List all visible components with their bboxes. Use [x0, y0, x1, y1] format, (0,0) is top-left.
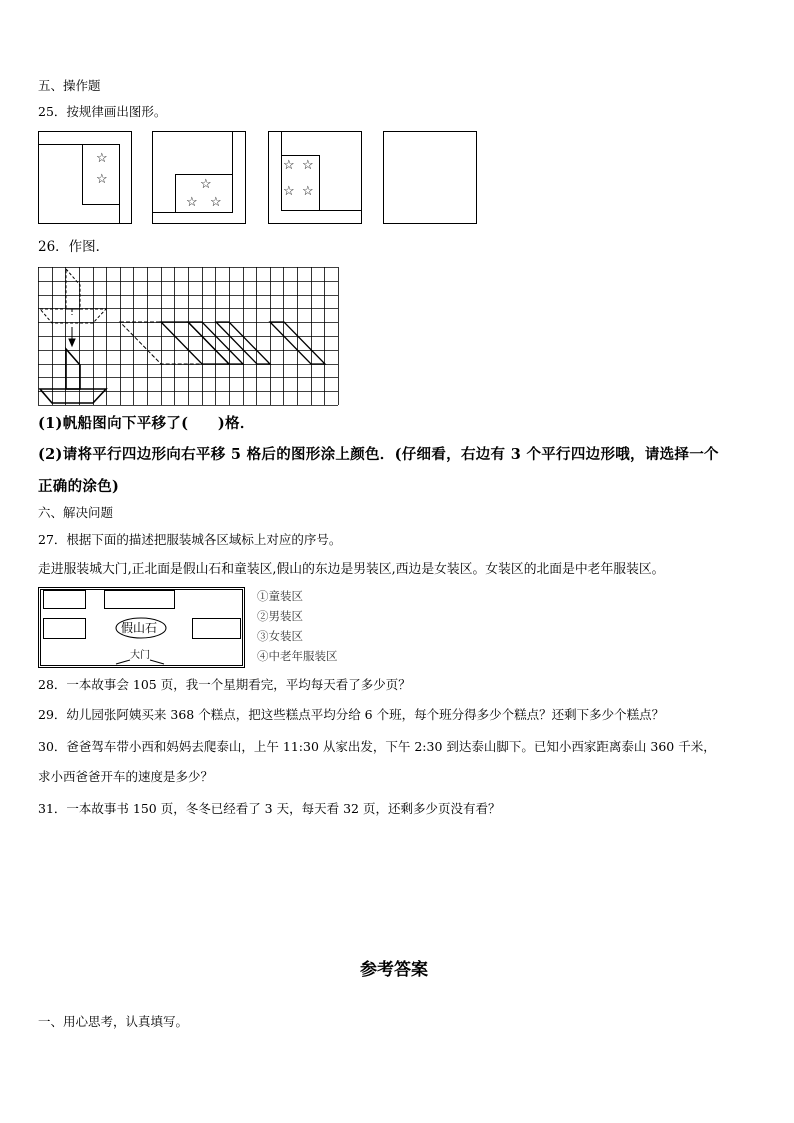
parallelograms: [161, 322, 325, 364]
question-26-part-2-line1: (2)请将平行四边形向右平移 5 格后的图形涂上颜色．(仔细看，右边有 3 个平行四边形哦，请选择一个: [38, 446, 719, 463]
option-1: ①童装区: [257, 589, 303, 603]
option-4: ④中老年服装区: [257, 649, 338, 663]
star-icon: ☆: [302, 158, 314, 173]
star-icon: ☆: [283, 184, 295, 199]
parallelogram-dashed: [120, 322, 202, 364]
question-27: 27．根据下面的描述把服装城各区域标上对应的序号。: [38, 532, 342, 547]
option-3: ③女装区: [257, 629, 303, 643]
star-icon: ☆: [210, 195, 222, 210]
star-icon: ☆: [302, 184, 314, 199]
star-icon: ☆: [96, 151, 108, 166]
question-30-line1: 30．爸爸驾车带小西和妈妈去爬泰山，上午 11:30 从家出发，下午 2:30 到达泰山脚下。已知小西家距离泰山 360 千米，: [38, 739, 716, 754]
star-icon: ☆: [283, 158, 295, 173]
question-26-part-2-line2: 正确的涂色): [38, 478, 120, 495]
area-north: [105, 591, 175, 609]
question-27-description: 走进服装城大门,正北面是假山石和童装区,假山的东边是男装区,西边是女装区。女装区的北面是中老年服装区。: [38, 562, 665, 577]
pattern-box-2: [153, 132, 246, 224]
question-31: 31．一本故事书 150 页，冬冬已经看了 3 天，每天看 32 页，还剩多少页没有看？: [38, 801, 501, 816]
question-28: 28．一本故事会 105 页，我一个星期看完，平均每天看了多少页？: [38, 677, 411, 692]
answers-section-1: 一、用心思考，认真填写。: [38, 1014, 189, 1029]
area-northwest: [44, 591, 86, 609]
question-29: 29．幼儿园张阿姨买来 368 个糕点，把这些糕点平均分给 6 个班，每个班分得多少个糕点？还剩下多少个糕点？: [38, 707, 665, 722]
rockery-label: 假山石: [121, 621, 158, 635]
star-icon: ☆: [186, 195, 198, 210]
star-icon: ☆: [96, 172, 108, 187]
section-heading-6: 六、解决问题: [38, 505, 114, 520]
area-west: [44, 619, 86, 639]
section-heading-5: 五、操作题: [38, 78, 101, 93]
question-25: 25．按规律画出图形。: [38, 104, 167, 119]
drawing-grid: [38, 267, 338, 405]
question-26-part-1: (1)帆船图向下平移了( )格．: [38, 415, 255, 432]
star-icon: ☆: [200, 177, 212, 192]
sailboat-solid: [40, 349, 106, 403]
sailboat-dashed: [40, 269, 106, 323]
option-2: ②男装区: [257, 609, 303, 623]
question-30-line2: 求小西爸爸开车的速度是多少？: [38, 769, 214, 784]
area-east: [193, 619, 241, 639]
answers-title: 参考答案: [360, 960, 428, 980]
pattern-box-4: [384, 132, 477, 224]
question-26: 26．作图．: [38, 239, 110, 255]
pattern-box-1: [39, 132, 132, 224]
gate-label: 大门: [130, 650, 150, 661]
pattern-box-3: [269, 132, 362, 224]
pattern-figures: [0, 0, 794, 240]
